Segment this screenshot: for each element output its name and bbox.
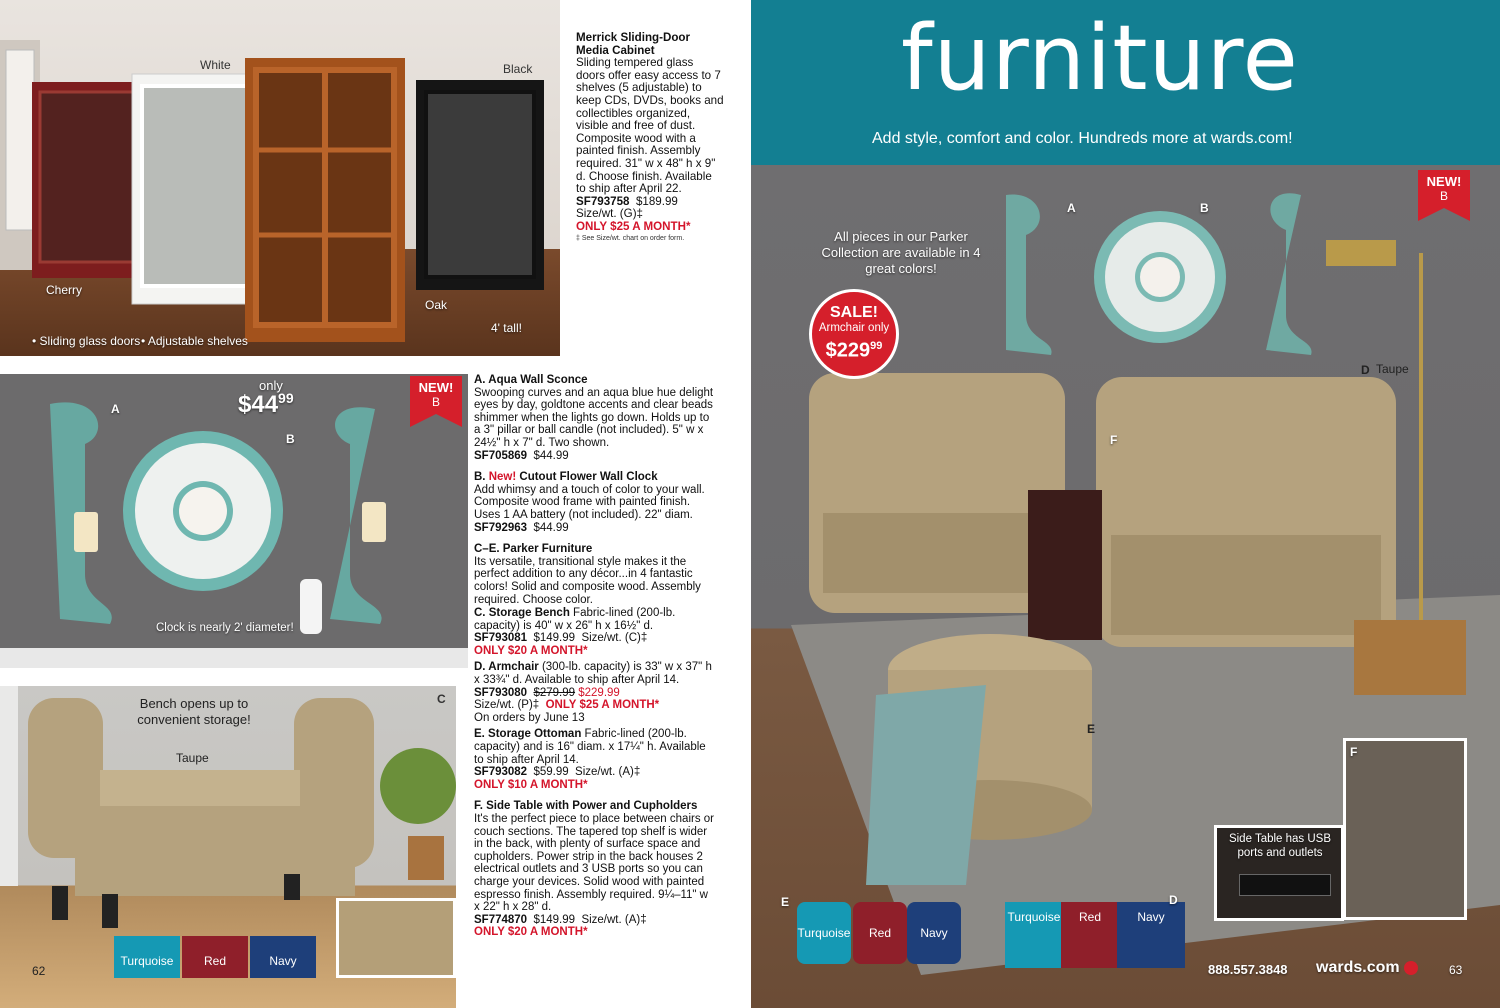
cabinet-note: ‡ See Size/wt. chart on order form.: [576, 234, 685, 242]
label-tall: 4' tall!: [491, 321, 522, 335]
room-label-e: E: [1087, 722, 1096, 736]
chair-swatch-red: Red: [1061, 902, 1119, 968]
item-d-note: On orders by June 13: [474, 711, 585, 724]
bench-headline: Bench opens up to convenient storage!: [137, 696, 251, 727]
label-oak: Oak: [425, 298, 448, 312]
furniture-header: [751, 0, 1500, 165]
item-d-price: $229.99: [578, 686, 620, 699]
item-descriptions: A. Aqua Wall Sconce Swooping curves and an aqua blue hue delight eyes by day, goldtone accents and clear beads shimmer when the lights go down. Holds up to a 3" pillar or ball candle (not included). 5" w x 24½" h x 7" d. Two shown. SF705869 $44.99 B. New! Cutout Flower Wall Clock Add whimsy and a touch of color to your wall. Composite wood frame with painted finish. Uses 1 AA battery (not included). 22" diam. SF792963 $44.99 C–E. Parker Furniture Its versatile, transitional style makes it the perfect addition to any décor...in 4 fantastic colors! Solid and composite wood. Assembly required. Choose color. C. Storage Bench Fabric-lined (200-lb. capacity) is 40" w x 26" h x 16½" d. SF793081 $149.99 Size/wt. (C)‡ ONLY $20 A MONTH* D. Armchair (300-lb. capacity) is 33" w x 37" h x 33¾" d. Available to ship after April 14. SF793080 $279.99 $229.99 Size/wt. (P)‡ ONLY $25 A MONTH* On orders by June 13 E. Storage Ottoman Fabric-lined (200-lb. capacity) and is 16" diam. x 17¼" h. Available to ship after April 14. SF793082 $59.99 Size/wt. (A)‡ ONLY $10 A MONTH* F. Side Table with Power and Cupholders It's the perfect piece to place between chairs or couch sections. The tapered top shelf is wider in the back, with plenty of surface space and cupholders. Power strip in the back houses 2 electrical outlets and 3 USB ports so you can charge your devices. Solid wood with painted espresso finish. Assembly required. 9¼–11" w x 22" h x 28" d. SF774870 $149.99 Size/wt. (A)‡ ONLY $20 A MONTH*: [474, 374, 714, 939]
feature-adjustable-shelves: • Adjustable shelves: [141, 334, 248, 348]
sconce-label-a: A: [111, 402, 120, 416]
cabinet-monthly: ONLY $25 A MONTH*: [576, 219, 691, 233]
item-b-price: $44.99: [533, 521, 569, 534]
item-c-body: Fabric-lined (200-lb. capacity) is 40" w x 26" h x 16½" d.: [474, 607, 676, 632]
item-d-monthly: ONLY $25 A MONTH*: [545, 699, 660, 712]
room-label-b: B: [1200, 201, 1209, 215]
item-a-body: Swooping curves and an aqua blue hue delight eyes by day, goldtone accents and clear beads shimmer when the lights go down. Holds up to a 3" pillar or ball candle (not included). 5" w x 24½" h x 7" d. Two shown.: [474, 386, 714, 449]
bench-photo: [0, 686, 456, 1008]
inset-label-f: F: [1350, 745, 1358, 759]
page-number-63: 63: [1449, 963, 1463, 977]
item-c-price: $149.99: [533, 632, 576, 645]
item-b-title: Cutout Flower Wall Clock: [516, 471, 658, 484]
label-cherry: Cherry: [46, 283, 83, 297]
item-b-new: New!: [488, 471, 517, 484]
room-label-f: F: [1110, 433, 1118, 447]
collection-note: All pieces in our Parker Collection are available in 4 great colors!: [821, 229, 981, 276]
cabinet-illustration: [0, 0, 560, 356]
item-ce-title: C–E. Parker Furniture: [474, 543, 593, 556]
cabinet-sizewt: Size/wt. (G)‡: [576, 207, 643, 221]
page-subtitle: Add style, comfort and color. Hundreds more at wards.com!: [872, 130, 1293, 147]
room-label-taupe: Taupe: [1376, 362, 1409, 376]
ottoman-swatch-navy: Navy: [907, 902, 961, 964]
cabinet-description: [576, 32, 724, 243]
power-strip: [1239, 874, 1331, 896]
label-black: Black: [503, 62, 533, 76]
sconce-price-prefix: only: [259, 378, 283, 393]
ottoman-swatch-turquoise: Turquoise: [797, 902, 851, 964]
item-d-title: D. Armchair: [474, 661, 539, 674]
item-d-sku: SF793080: [474, 686, 528, 699]
sconce-price: $\$44^{99}$: [238, 390, 294, 418]
swatch-label-e: E: [781, 895, 790, 909]
item-b-body: Add whimsy and a touch of color to your wall. Composite wood frame with painted finish. Uses 1 AA battery (not included). 22" diam.: [474, 483, 705, 521]
item-d-old-price: $279.99: [533, 686, 576, 699]
item-e-sku: SF793082: [474, 766, 528, 779]
room-label-a: A: [1067, 201, 1076, 215]
cabinet-photo: [0, 0, 560, 356]
item-a-title: A. Aqua Wall Sconce: [474, 374, 588, 386]
page-number-62: 62: [32, 964, 46, 978]
item-c-sku: SF793081: [474, 632, 528, 645]
site-logo: wards.com: [1316, 959, 1418, 977]
label-white: White: [200, 58, 231, 72]
cabinet-title: Merrick Sliding-Door Media Cabinet: [576, 31, 691, 57]
item-e-price: $59.99: [533, 766, 569, 779]
inset-caption: Side Table has USB ports and outlets: [1228, 833, 1332, 859]
bench-swatch-navy: Navy: [250, 936, 316, 978]
cabinet-body: Sliding tempered glass doors offer easy access to 7 shelves (5 adjustable) to keep CDs, DVDs, books and collectibles organized, visible and free of dust. Composite wood with a painted finish. Assembly required. 31" w x 48" h x 9" d. Choose finish. Available to ship after April 22.: [576, 56, 724, 196]
item-c-title: C. Storage Bench: [474, 607, 570, 620]
cabinet-sku: SF793758: [576, 194, 630, 208]
cursor-logo-icon: [1404, 961, 1418, 975]
side-table-inset: [1343, 738, 1467, 920]
item-e-body: Fabric-lined (200-lb. capacity) and is 16" diam. x 17¼" h. Available to ship after April 14.: [474, 728, 706, 766]
item-a-sku: SF705869: [474, 449, 528, 462]
item-f-monthly: ONLY $20 A MONTH*: [474, 926, 588, 939]
item-f-title: F. Side Table with Power and Cupholders: [474, 800, 698, 813]
bench-swatch-red: Red: [182, 936, 248, 978]
clock-caption: Clock is nearly 2' diameter!: [156, 622, 294, 634]
bench-label-c: C: [437, 692, 446, 706]
new-badge-left: NEW! B: [410, 376, 462, 414]
bench-taupe-label: Taupe: [176, 751, 209, 765]
ottoman-swatch-red: Red: [853, 902, 907, 964]
swatch-label-d: D: [1169, 893, 1178, 907]
page-title: furniture: [901, 6, 1299, 111]
item-e-monthly: ONLY $10 A MONTH*: [474, 778, 588, 791]
feature-sliding-doors: • Sliding glass doors: [32, 334, 141, 348]
item-ce-body: Its versatile, transitional style makes it the perfect addition to any décor...in 4 fantastic colors! Solid and composite wood. Assembly required. Choose color.: [474, 555, 701, 606]
item-f-price: $149.99: [533, 913, 576, 926]
item-e-title: E. Storage Ottoman: [474, 728, 582, 741]
item-a-price: $44.99: [533, 449, 569, 462]
bench-swatch-turquoise: Turquoise: [114, 936, 180, 978]
chair-swatch-turquoise: Turquoise: [1005, 902, 1063, 968]
item-f-body: It's the perfect piece to place between chairs or couch sections. The tapered top shelf is wider in the back, with plenty of surface space and cupholders. Power strip in the back houses 2 electrical outlets and 3 USB ports so you can charge your devices. Solid wood with painted espresso finish. Assembly required. 9¼–11" w x 22" h x 28" d.: [474, 813, 714, 914]
sale-badge: SALE! Armchair only $\$229^{99}$: [809, 289, 899, 379]
phone-number: 888.557.3848: [1208, 962, 1288, 977]
item-f-sku: SF774870: [474, 913, 528, 926]
item-d-body: (300-lb. capacity) is 33" w x 37" h x 33¾" d. Available to ship after April 14.: [474, 661, 712, 687]
new-badge-right: NEW! B: [1418, 170, 1470, 208]
bench-open-inset: [336, 898, 456, 978]
chair-swatch-navy: Navy: [1117, 902, 1185, 968]
clock-label-b: B: [286, 432, 295, 446]
cabinet-price: $189.99: [635, 194, 678, 208]
item-b-sku: SF792963: [474, 521, 528, 534]
item-c-monthly: ONLY $20 A MONTH*: [474, 644, 588, 657]
sconce-clock-photo: [0, 374, 468, 668]
usb-ports-inset: [1214, 825, 1344, 921]
room-label-d: D: [1361, 363, 1370, 377]
